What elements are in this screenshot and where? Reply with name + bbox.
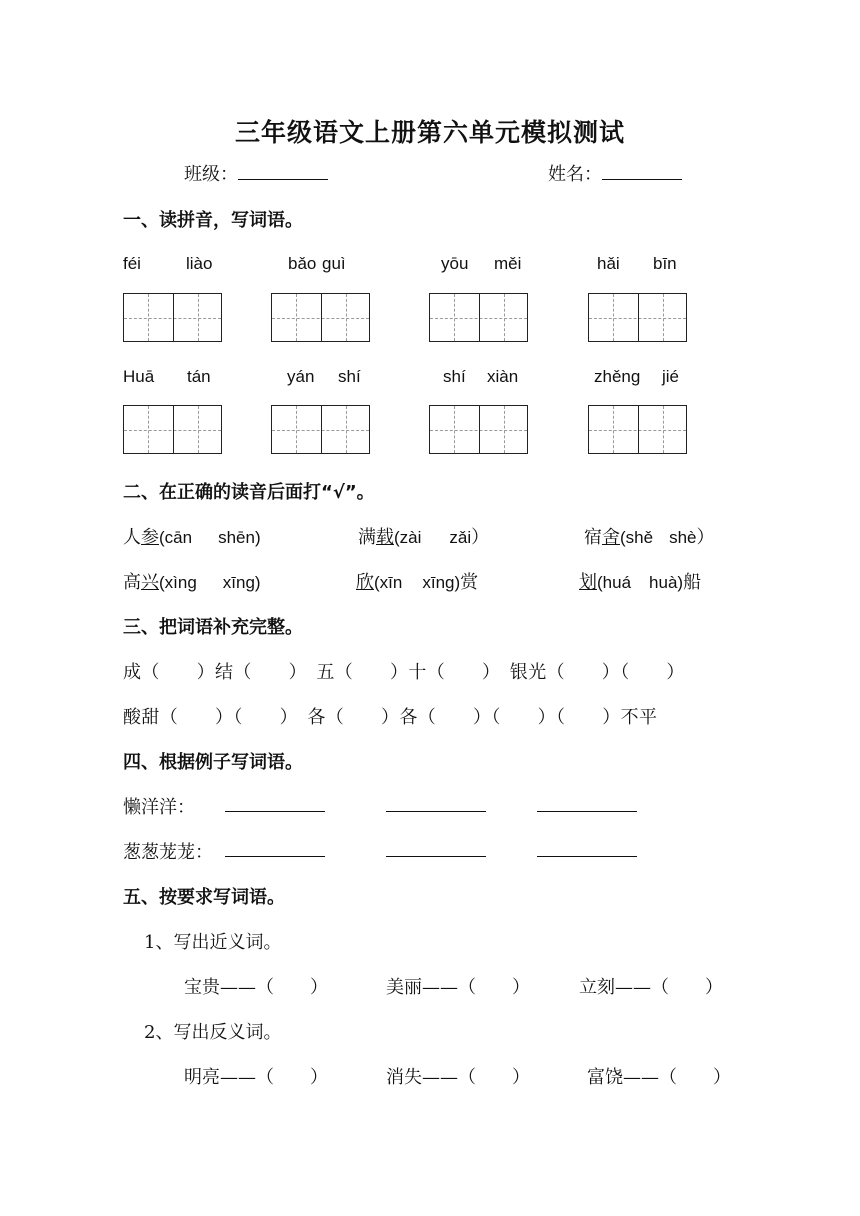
page-title: 三年级语文上册第六单元模拟测试 — [234, 118, 625, 147]
synonym-item[interactable]: 立刻——（ ） — [579, 977, 723, 998]
class-field[interactable] — [184, 160, 328, 186]
pinyin-6a: yán — [287, 367, 315, 386]
question-2: 2、写出反义词。 — [144, 1022, 282, 1043]
writing-grid[interactable] — [588, 405, 687, 454]
example-1-label: 懒洋洋： — [123, 797, 195, 818]
section-3-heading: 三、把词语补充完整。 — [123, 617, 303, 638]
pinyin-5a: Huā — [123, 367, 155, 386]
pinyin-3a: yōu — [441, 254, 469, 273]
example-2-label: 葱葱茏茏： — [123, 842, 213, 863]
question-1: 1、写出近义词。 — [144, 932, 282, 953]
answer-blank[interactable] — [537, 838, 637, 857]
writing-grid[interactable] — [429, 293, 528, 342]
answer-blank[interactable] — [537, 793, 637, 812]
fill-row-2[interactable]: 酸甜（ ）（ ） 各（ ）各（ ）（ ）（ ）不平 — [123, 707, 658, 728]
pinyin-8b: jié — [662, 367, 680, 386]
writing-grid[interactable] — [123, 293, 222, 342]
pinyin-2b: guì — [322, 254, 346, 273]
pinyin-2a: bǎo — [288, 254, 317, 273]
pinyin-8a: zhěng — [594, 367, 641, 386]
class-label: 班级： — [184, 164, 238, 185]
reading-item[interactable]: 欣(xīn xīng)赏 — [356, 572, 479, 593]
answer-blank[interactable] — [386, 793, 486, 812]
writing-grid[interactable] — [123, 405, 222, 454]
antonym-item[interactable]: 富饶——（ ） — [587, 1067, 731, 1088]
pinyin-6b: shí — [338, 367, 361, 386]
name-field[interactable] — [548, 160, 682, 186]
reading-item[interactable]: 人参(cān shēn) — [123, 527, 261, 548]
section-1-heading: 一、读拼音，写词语。 — [123, 210, 303, 231]
reading-item[interactable]: 宿舍(shě shè） — [584, 527, 715, 548]
pinyin-5b: tán — [187, 367, 211, 386]
name-blank[interactable] — [602, 161, 682, 180]
fill-row-1[interactable]: 成（ ）结（ ） 五（ ）十（ ） 银光（ ）（ ） — [123, 662, 685, 683]
section-2-heading: 二、在正确的读音后面打“√”。 — [123, 482, 375, 503]
pinyin-4b: bīn — [653, 254, 677, 273]
answer-blank[interactable] — [386, 838, 486, 857]
writing-grid[interactable] — [271, 293, 370, 342]
pinyin-7b: xiàn — [487, 367, 519, 386]
reading-item[interactable]: 划(huá huà)船 — [579, 572, 702, 593]
writing-grid[interactable] — [271, 405, 370, 454]
pinyin-3b: měi — [494, 254, 522, 273]
synonym-item[interactable]: 美丽——（ ） — [386, 977, 530, 998]
synonym-item[interactable]: 宝贵——（ ） — [184, 977, 328, 998]
writing-grid[interactable] — [429, 405, 528, 454]
name-label: 姓名： — [548, 164, 602, 185]
writing-grid[interactable] — [588, 293, 687, 342]
pinyin-1b: liào — [186, 254, 213, 273]
antonym-item[interactable]: 消失——（ ） — [386, 1067, 530, 1088]
pinyin-4a: hǎi — [597, 254, 620, 273]
reading-item[interactable]: 满载(zài zǎi） — [358, 527, 490, 548]
answer-blank[interactable] — [225, 793, 325, 812]
pinyin-1a: féi — [123, 254, 141, 273]
antonym-item[interactable]: 明亮——（ ） — [184, 1067, 328, 1088]
pinyin-7a: shí — [443, 367, 466, 386]
reading-item[interactable]: 高兴(xìng xīng) — [123, 572, 261, 593]
section-5-heading: 五、按要求写词语。 — [123, 887, 285, 908]
section-4-heading: 四、根据例子写词语。 — [123, 752, 303, 773]
class-blank[interactable] — [238, 161, 328, 180]
answer-blank[interactable] — [225, 838, 325, 857]
